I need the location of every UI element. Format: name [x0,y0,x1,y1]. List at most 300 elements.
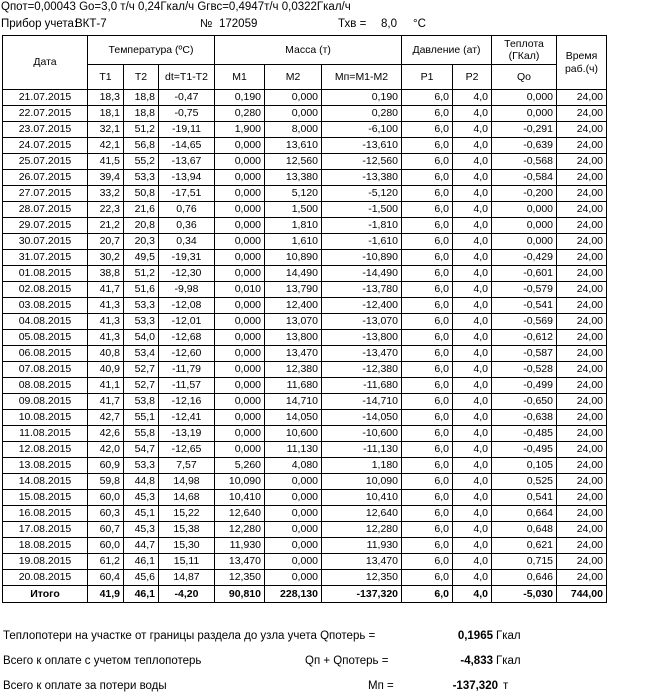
cell-t2: 53,8 [124,394,159,410]
table-row [3,378,607,394]
cell-m1: 0,000 [215,154,265,170]
cell-qo: -0,291 [492,122,557,138]
cell-qo: -0,650 [492,394,557,410]
cell-p2: 4,0 [453,106,492,122]
table-row [3,154,607,170]
cell-time: 24,00 [557,538,607,554]
cell-p2: 4,0 [453,330,492,346]
cell-mp: 0,190 [322,90,402,106]
cell-dt: 14,68 [159,490,215,506]
cell-t2: 51,2 [124,266,159,282]
cell-m2: 12,560 [265,154,322,170]
cell-date: 21.07.2015 [3,90,88,106]
cell-p1: 6,0 [402,490,453,506]
cell-m1: 13,470 [215,554,265,570]
cell-m2: 1,500 [265,202,322,218]
cell-t1: 32,1 [88,122,124,138]
table-row [3,522,607,538]
cell-m2: 0,000 [265,522,322,538]
cell-date: 20.08.2015 [3,570,88,586]
total-cell: 744,00 [557,586,607,603]
cell-mp: -12,400 [322,298,402,314]
total-cell: -4,20 [159,586,215,603]
cell-t2: 55,8 [124,426,159,442]
cell-m2: 0,000 [265,570,322,586]
cell-date: 02.08.2015 [3,282,88,298]
cell-qo: -0,601 [492,266,557,282]
total-pay-label: Всего к оплате с учетом теплопотерь [3,655,202,667]
cell-p2: 4,0 [453,186,492,202]
total-pay-formula: Qп + Qпотерь = [305,655,389,667]
cell-mp: 1,180 [322,458,402,474]
cell-m2: 11,680 [265,378,322,394]
cell-t1: 61,2 [88,554,124,570]
cell-t1: 30,2 [88,250,124,266]
cell-t1: 42,1 [88,138,124,154]
cell-m1: 12,640 [215,506,265,522]
water-pay-value: -137,320 [452,680,498,692]
cell-time: 24,00 [557,202,607,218]
cell-dt: -11,79 [159,362,215,378]
cell-m2: 0,000 [265,490,322,506]
cell-m2: 10,890 [265,250,322,266]
table-row [3,250,607,266]
cell-t1: 60,4 [88,570,124,586]
cell-p2: 4,0 [453,314,492,330]
cell-time: 24,00 [557,330,607,346]
cell-p1: 6,0 [402,90,453,106]
cell-dt: 15,22 [159,506,215,522]
cell-qo: 0,000 [492,106,557,122]
water-pay-formula: Мп = [368,680,394,692]
cell-dt: -14,65 [159,138,215,154]
cell-p2: 4,0 [453,202,492,218]
cell-m1: 11,930 [215,538,265,554]
cell-mp: -13,610 [322,138,402,154]
cell-mp: -14,050 [322,410,402,426]
cell-p1: 6,0 [402,298,453,314]
cell-mp: -1,610 [322,234,402,250]
cell-m2: 0,000 [265,106,322,122]
cell-m2: 13,070 [265,314,322,330]
header-consumption-text: Qпот=0,00043 Gо=3,0 т/ч 0,24Гкал/ч Gгвс=0,4947т/ч 0,0322Гкал/ч [1,1,351,13]
cell-p1: 6,0 [402,170,453,186]
cell-p1: 6,0 [402,314,453,330]
water-pay-unit: т [503,680,509,692]
cell-t1: 38,8 [88,266,124,282]
table-row [3,90,607,106]
cell-time: 24,00 [557,138,607,154]
cell-time: 24,00 [557,442,607,458]
cell-mp: -13,780 [322,282,402,298]
cell-p1: 6,0 [402,106,453,122]
cell-p2: 4,0 [453,298,492,314]
cell-date: 27.07.2015 [3,186,88,202]
cell-qo: 0,000 [492,234,557,250]
cell-qo: 0,648 [492,522,557,538]
cell-t1: 18,1 [88,106,124,122]
cell-mp: -11,680 [322,378,402,394]
cell-p2: 4,0 [453,522,492,538]
cell-m1: 0,000 [215,250,265,266]
cell-date: 24.07.2015 [3,138,88,154]
cell-date: 06.08.2015 [3,346,88,362]
cell-time: 24,00 [557,90,607,106]
cell-p2: 4,0 [453,282,492,298]
cell-date: 12.08.2015 [3,442,88,458]
cell-m1: 12,280 [215,522,265,538]
col-header-heat: Теплота (ГКал) [492,36,557,65]
cell-mp: -13,070 [322,314,402,330]
cell-dt: -19,11 [159,122,215,138]
cell-m1: 0,000 [215,394,265,410]
cell-time: 24,00 [557,250,607,266]
cell-t1: 60,9 [88,458,124,474]
cell-t2: 21,6 [124,202,159,218]
cell-m2: 0,000 [265,474,322,490]
cell-p2: 4,0 [453,426,492,442]
cell-qo: 0,525 [492,474,557,490]
cell-m1: 0,000 [215,362,265,378]
cell-date: 13.08.2015 [3,458,88,474]
cell-qo: -0,638 [492,410,557,426]
cell-time: 24,00 [557,170,607,186]
col-header-t1: Т1 [88,65,124,90]
cell-p2: 4,0 [453,474,492,490]
cell-t1: 41,5 [88,154,124,170]
cell-dt: -13,67 [159,154,215,170]
cell-time: 24,00 [557,378,607,394]
cell-p2: 4,0 [453,266,492,282]
table-row [3,458,607,474]
number-label: № [200,18,213,30]
cell-mp: -11,130 [322,442,402,458]
cell-p2: 4,0 [453,442,492,458]
col-header-qo: Qо [492,65,557,90]
cell-t2: 53,3 [124,298,159,314]
cell-dt: -13,19 [159,426,215,442]
cell-m2: 1,810 [265,218,322,234]
cell-t2: 20,8 [124,218,159,234]
cell-t2: 50,8 [124,186,159,202]
cell-m1: 0,000 [215,218,265,234]
cell-p1: 6,0 [402,394,453,410]
cell-dt: -12,30 [159,266,215,282]
table-row [3,330,607,346]
cell-mp: 12,350 [322,570,402,586]
cell-t2: 44,8 [124,474,159,490]
col-header-p2: P2 [453,65,492,90]
cell-dt: -0,47 [159,90,215,106]
cell-t2: 56,8 [124,138,159,154]
cell-dt: 15,38 [159,522,215,538]
cell-date: 09.08.2015 [3,394,88,410]
cell-dt: 14,98 [159,474,215,490]
cell-time: 24,00 [557,570,607,586]
cell-qo: -0,528 [492,362,557,378]
cell-m2: 10,600 [265,426,322,442]
total-cell: 4,0 [453,586,492,603]
col-header-m1: M1 [215,65,265,90]
cell-p1: 6,0 [402,202,453,218]
cell-m1: 0,000 [215,442,265,458]
table-row [3,506,607,522]
table-row [3,490,607,506]
cell-mp: -14,710 [322,394,402,410]
cell-p2: 4,0 [453,362,492,378]
cell-time: 24,00 [557,346,607,362]
cell-p2: 4,0 [453,90,492,106]
cell-t1: 59,8 [88,474,124,490]
cell-mp: 12,280 [322,522,402,538]
cell-m2: 0,000 [265,506,322,522]
col-header-mp: Mп=M1-M2 [322,65,402,90]
cell-t1: 41,3 [88,314,124,330]
col-header-time: Время раб.(ч) [557,36,607,90]
cell-p2: 4,0 [453,122,492,138]
cell-mp: 10,090 [322,474,402,490]
cell-m1: 12,350 [215,570,265,586]
table-row [3,346,607,362]
cell-t2: 44,7 [124,538,159,554]
cell-time: 24,00 [557,282,607,298]
cell-qo: 0,000 [492,218,557,234]
cell-dt: -12,01 [159,314,215,330]
cell-date: 31.07.2015 [3,250,88,266]
cell-date: 29.07.2015 [3,218,88,234]
cell-time: 24,00 [557,186,607,202]
cell-t2: 53,3 [124,458,159,474]
cell-date: 22.07.2015 [3,106,88,122]
cell-dt: 15,30 [159,538,215,554]
cell-mp: -1,810 [322,218,402,234]
table-row [3,234,607,250]
total-label: Итого [3,586,88,603]
cell-m2: 13,380 [265,170,322,186]
cell-p2: 4,0 [453,570,492,586]
number-value: 172059 [219,18,258,30]
col-header-dt: dt=T1-T2 [159,65,215,90]
table-row [3,298,607,314]
cell-date: 30.07.2015 [3,234,88,250]
cell-time: 24,00 [557,410,607,426]
table-row [3,362,607,378]
cell-qo: -0,499 [492,378,557,394]
table-row [3,410,607,426]
cell-mp: -12,380 [322,362,402,378]
cell-qo: -0,429 [492,250,557,266]
table-row [3,282,607,298]
cell-p2: 4,0 [453,138,492,154]
cell-time: 24,00 [557,218,607,234]
cell-t1: 22,3 [88,202,124,218]
cell-p2: 4,0 [453,154,492,170]
cell-date: 03.08.2015 [3,298,88,314]
cell-p1: 6,0 [402,474,453,490]
cell-mp: 0,280 [322,106,402,122]
cell-time: 24,00 [557,394,607,410]
cell-date: 28.07.2015 [3,202,88,218]
cell-qo: -0,495 [492,442,557,458]
cell-qo: 0,000 [492,202,557,218]
cell-p1: 6,0 [402,234,453,250]
cell-t1: 33,2 [88,186,124,202]
cell-m1: 10,090 [215,474,265,490]
table-row [3,426,607,442]
cell-date: 07.08.2015 [3,362,88,378]
cell-m2: 11,130 [265,442,322,458]
col-header-p1: P1 [402,65,453,90]
cell-date: 11.08.2015 [3,426,88,442]
cell-p1: 6,0 [402,154,453,170]
cell-qo: 0,000 [492,90,557,106]
cell-qo: -0,612 [492,330,557,346]
cell-t2: 52,7 [124,362,159,378]
cell-t2: 51,6 [124,282,159,298]
cell-m2: 13,610 [265,138,322,154]
cell-t1: 18,3 [88,90,124,106]
cell-p1: 6,0 [402,186,453,202]
cell-p2: 4,0 [453,346,492,362]
cell-dt: 15,11 [159,554,215,570]
cell-date: 14.08.2015 [3,474,88,490]
cell-mp: 13,470 [322,554,402,570]
cell-m1: 5,260 [215,458,265,474]
total-row [3,586,607,603]
table-row [3,538,607,554]
cell-p2: 4,0 [453,378,492,394]
col-header-mass: Масса (т) [215,36,402,65]
cell-date: 10.08.2015 [3,410,88,426]
cell-p1: 6,0 [402,266,453,282]
cell-m1: 0,000 [215,234,265,250]
cell-t2: 18,8 [124,90,159,106]
cell-p1: 6,0 [402,506,453,522]
cell-m1: 0,000 [215,378,265,394]
cell-t1: 60,0 [88,490,124,506]
cell-qo: 0,646 [492,570,557,586]
cell-date: 25.07.2015 [3,154,88,170]
cell-t2: 52,7 [124,378,159,394]
cell-p2: 4,0 [453,250,492,266]
cell-dt: -12,08 [159,298,215,314]
cell-time: 24,00 [557,106,607,122]
cell-mp: -1,500 [322,202,402,218]
cell-m2: 14,490 [265,266,322,282]
cell-t2: 45,3 [124,522,159,538]
cell-mp: 11,930 [322,538,402,554]
cell-qo: 0,664 [492,506,557,522]
table-row [3,202,607,218]
cell-dt: -0,75 [159,106,215,122]
table-row [3,106,607,122]
cell-t2: 46,1 [124,554,159,570]
cell-mp: -14,490 [322,266,402,282]
cell-mp: -6,100 [322,122,402,138]
cell-t2: 53,3 [124,170,159,186]
cell-m1: 0,000 [215,314,265,330]
cell-m1: 0,000 [215,330,265,346]
cell-p1: 6,0 [402,538,453,554]
cell-date: 08.08.2015 [3,378,88,394]
cell-t2: 20,3 [124,234,159,250]
cell-p2: 4,0 [453,234,492,250]
cell-time: 24,00 [557,426,607,442]
cell-t2: 45,1 [124,506,159,522]
cell-mp: -10,600 [322,426,402,442]
col-header-temperature: Температура (ºC) [88,36,215,65]
cell-m2: 13,790 [265,282,322,298]
cell-date: 05.08.2015 [3,330,88,346]
cell-mp: -10,890 [322,250,402,266]
cell-dt: 0,34 [159,234,215,250]
cell-qo: 0,715 [492,554,557,570]
cell-p2: 4,0 [453,506,492,522]
cell-p1: 6,0 [402,442,453,458]
cell-date: 19.08.2015 [3,554,88,570]
cell-p2: 4,0 [453,410,492,426]
table-row [3,122,607,138]
cell-time: 24,00 [557,554,607,570]
cell-dt: -9,98 [159,282,215,298]
cell-p1: 6,0 [402,138,453,154]
cell-p1: 6,0 [402,218,453,234]
cell-p1: 6,0 [402,522,453,538]
cell-m2: 8,000 [265,122,322,138]
cell-time: 24,00 [557,314,607,330]
cell-mp: -13,470 [322,346,402,362]
cell-m1: 0,190 [215,90,265,106]
cell-p1: 6,0 [402,426,453,442]
cell-dt: 0,76 [159,202,215,218]
cell-m2: 14,710 [265,394,322,410]
col-header-m2: M2 [265,65,322,90]
cell-t1: 41,3 [88,298,124,314]
cell-m1: 0,000 [215,266,265,282]
cell-dt: 0,36 [159,218,215,234]
cell-date: 26.07.2015 [3,170,88,186]
cell-p2: 4,0 [453,170,492,186]
cell-p1: 6,0 [402,458,453,474]
cell-time: 24,00 [557,458,607,474]
cell-date: 18.08.2015 [3,538,88,554]
cell-t2: 53,3 [124,314,159,330]
cell-dt: 7,57 [159,458,215,474]
table-row [3,170,607,186]
cell-mp: 10,410 [322,490,402,506]
cell-time: 24,00 [557,522,607,538]
cell-date: 16.08.2015 [3,506,88,522]
cell-t1: 41,7 [88,394,124,410]
cell-qo: 0,621 [492,538,557,554]
total-cell: 228,130 [265,586,322,603]
total-cell: 90,810 [215,586,265,603]
cell-date: 01.08.2015 [3,266,88,282]
cell-p1: 6,0 [402,346,453,362]
cell-t2: 55,1 [124,410,159,426]
cell-dt: 14,87 [159,570,215,586]
cell-p1: 6,0 [402,554,453,570]
cell-mp: -13,800 [322,330,402,346]
cell-t2: 51,2 [124,122,159,138]
cell-p1: 6,0 [402,122,453,138]
total-cell: 46,1 [124,586,159,603]
cell-t1: 60,3 [88,506,124,522]
table-row [3,186,607,202]
cell-time: 24,00 [557,122,607,138]
total-pay-value: -4,833 [460,655,493,667]
cell-dt: -13,94 [159,170,215,186]
